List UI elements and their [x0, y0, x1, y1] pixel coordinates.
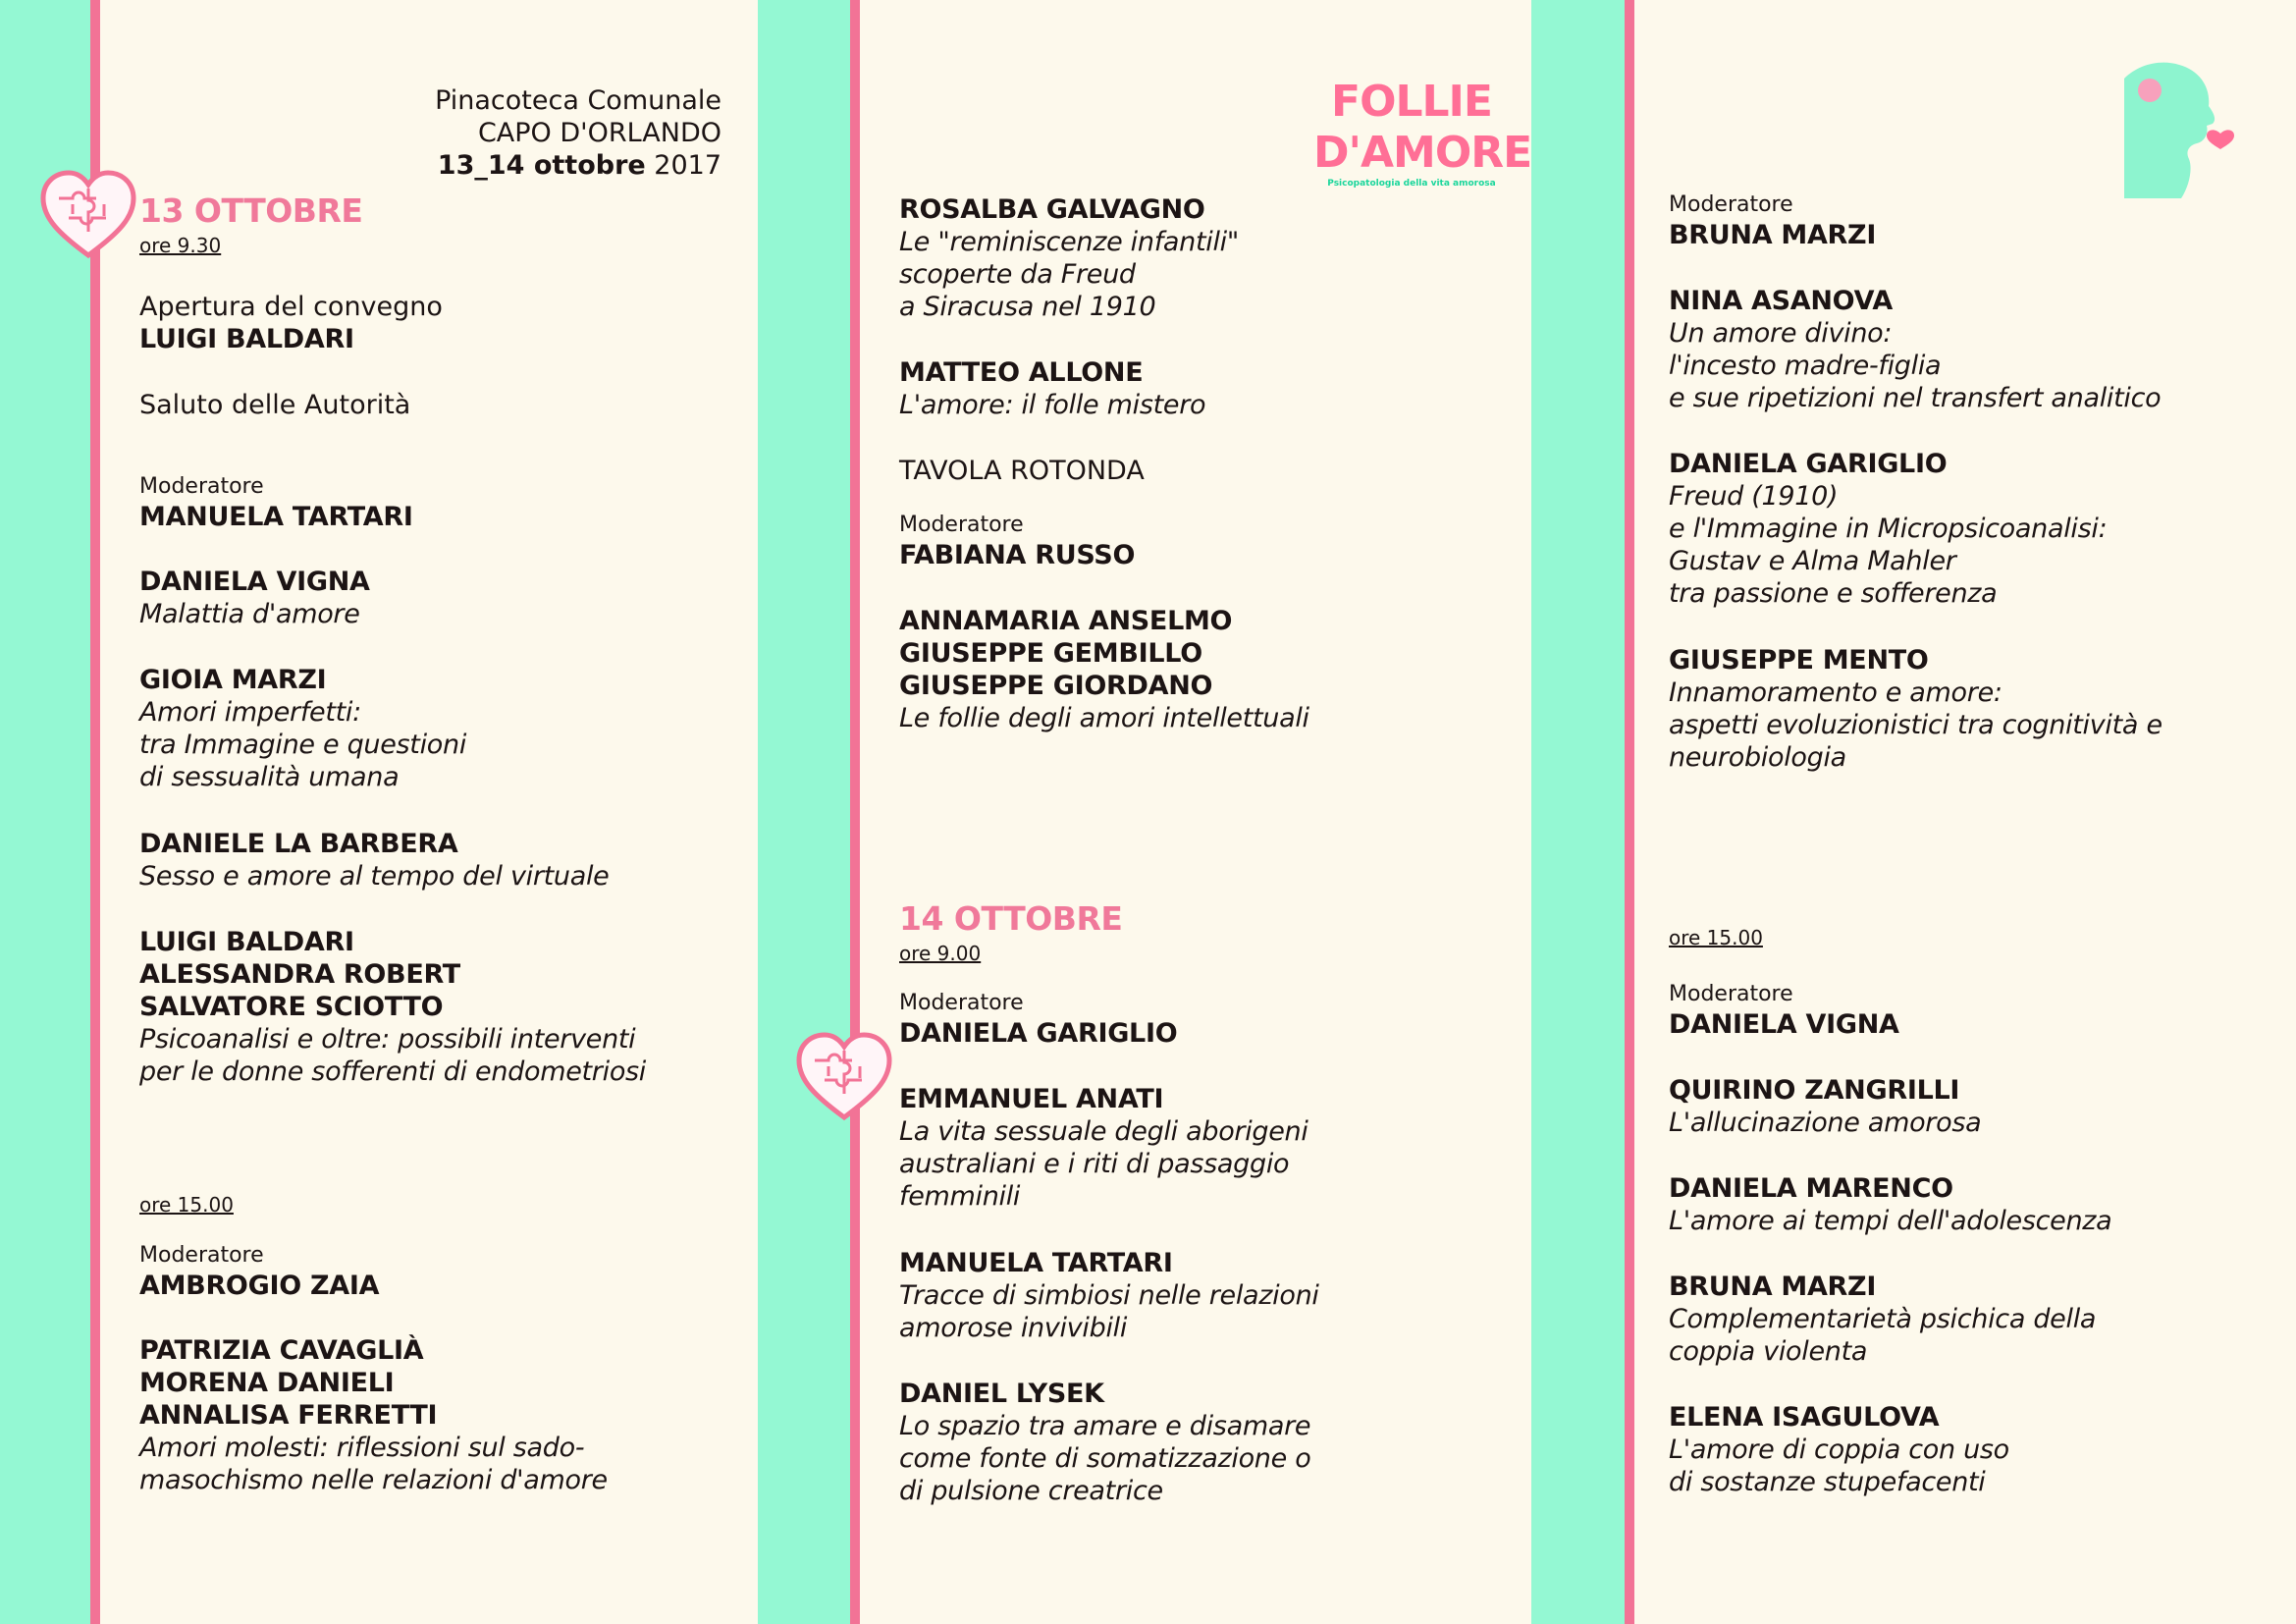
- heart-puzzle-icon: [39, 169, 137, 259]
- talk-block: [1669, 644, 2277, 774]
- talk-title: Innamoramento e amore:: [1669, 677, 2002, 708]
- moderator-label: Moderatore: [899, 513, 1024, 537]
- speaker-name: DANIEL LYSEK: [899, 1379, 1104, 1409]
- talk-block: [1669, 1401, 2277, 1498]
- moderator-label: Moderatore: [139, 1243, 264, 1268]
- talk-title: Gustav e Alma Mahler: [1669, 546, 1956, 576]
- moderator-label: Moderatore: [1669, 982, 1793, 1006]
- talk-title: amorose invivibili: [899, 1313, 1128, 1343]
- mint-band-center-right: [1531, 0, 1625, 1624]
- talk-title: scoperte da Freud: [899, 259, 1136, 290]
- logo-line2: D'AMORE: [1313, 128, 1532, 178]
- talk-block: [139, 1334, 748, 1496]
- talk-title: L'allucinazione amorosa: [1669, 1108, 1982, 1138]
- venue-city: CAPO D'ORLANDO: [477, 118, 721, 148]
- speaker-name: EMMANUEL ANATI: [899, 1084, 1164, 1114]
- talk-title: Le "reminiscenze infantili": [899, 227, 1239, 257]
- talk-title: aspetti evoluzionistici tra cognitività e: [1669, 710, 2163, 740]
- talk-title: per le donne sofferenti di endometriosi: [139, 1056, 647, 1087]
- moderator-block: [1669, 981, 2277, 1041]
- talk-title: Psicoanalisi e oltre: possibili interventi: [139, 1024, 636, 1055]
- speaker-name: MORENA DANIELI: [139, 1368, 395, 1398]
- moderator-block: [139, 473, 748, 533]
- moderator-block: [1669, 191, 2277, 251]
- talk-title: come fonte di somatizzazione o: [899, 1443, 1311, 1474]
- heart-puzzle-icon: [795, 1031, 893, 1121]
- speaker-name: LUIGI BALDARI: [139, 927, 354, 957]
- greeting-label: Saluto delle Autorità: [139, 390, 411, 420]
- talk-block: [1669, 1074, 2277, 1139]
- speaker-name: DANIELA VIGNA: [139, 567, 370, 597]
- speaker-name: ELENA ISAGULOVA: [1669, 1402, 1940, 1433]
- moderator-name: AMBROGIO ZAIA: [139, 1271, 380, 1301]
- column-day2: [1669, 0, 2277, 1624]
- moderator-name: MANUELA TARTARI: [139, 502, 413, 532]
- talk-title: e l'Immagine in Micropsicoanalisi:: [1669, 514, 2108, 544]
- talk-block: [899, 1083, 1508, 1213]
- moderator-name: BRUNA MARZI: [1669, 220, 1877, 250]
- opening-block: [139, 291, 748, 355]
- venue-year: 2017: [645, 150, 721, 181]
- talk-block: [899, 356, 1508, 421]
- talk-title: australiani e i riti di passaggio: [899, 1149, 1290, 1179]
- talk-block: [1669, 285, 2277, 414]
- talk-title: tra passione e sofferenza: [1669, 578, 1998, 609]
- speaker-name: QUIRINO ZANGRILLI: [1669, 1075, 1960, 1106]
- speaker-name: MANUELA TARTARI: [899, 1248, 1173, 1278]
- moderator-block: [139, 1242, 748, 1302]
- talk-title: Malattia d'amore: [139, 599, 360, 629]
- moderator-block: [899, 512, 1508, 571]
- logo-line1: FOLLIE: [1331, 77, 1492, 127]
- talk-block: [899, 1378, 1508, 1507]
- speaker-name: MATTEO ALLONE: [899, 357, 1144, 388]
- talk-title: a Siracusa nel 1910: [899, 292, 1156, 322]
- talk-title: L'amore ai tempi dell'adolescenza: [1669, 1206, 2112, 1236]
- round-table-label: TAVOLA ROTONDA: [899, 456, 1145, 486]
- pink-stripe-center-right: [1625, 0, 1634, 1624]
- talk-title: di pulsione creatrice: [899, 1476, 1163, 1506]
- speaker-name: BRUNA MARZI: [1669, 1272, 1877, 1302]
- session-time: ore 9.30: [139, 234, 222, 257]
- column-day1-afternoon-day2: [899, 0, 1532, 1624]
- day-heading: 13 OTTOBRE: [139, 191, 363, 230]
- mint-band-center-left: [758, 0, 850, 1624]
- moderator-label: Moderatore: [139, 474, 264, 499]
- talk-block: [139, 828, 748, 893]
- talk-title: Tracce di simbiosi nelle relazioni: [899, 1280, 1319, 1311]
- speaker-name: DANIELE LA BARBERA: [139, 829, 458, 859]
- talk-title: tra Immagine e questioni: [139, 730, 467, 760]
- speaker-name: GIUSEPPE GIORDANO: [899, 671, 1213, 701]
- talk-block: [899, 605, 1508, 734]
- talk-block: [1669, 1271, 2277, 1368]
- speaker-name: GIOIA MARZI: [139, 665, 327, 695]
- speaker-name: ROSALBA GALVAGNO: [899, 194, 1205, 225]
- pink-stripe-center-left: [850, 0, 860, 1624]
- talk-block: [139, 566, 748, 630]
- speaker-name: DANIELA GARIGLIO: [1669, 449, 1948, 479]
- talk-title: Amori imperfetti:: [139, 697, 361, 728]
- logo-subtitle: Psicopatologia della vita amorosa: [1327, 179, 1496, 189]
- speaker-name: NINA ASANOVA: [1669, 286, 1893, 316]
- session-time: ore 9.00: [899, 942, 982, 965]
- talk-title: femminili: [899, 1181, 1021, 1212]
- speaker-name: ANNALISA FERRETTI: [139, 1400, 438, 1431]
- speaker-name: GIUSEPPE MENTO: [1669, 645, 1929, 676]
- talk-title: Freud (1910): [1669, 481, 1839, 512]
- column-day1-morning: [139, 0, 748, 1624]
- speaker-name: PATRIZIA CAVAGLIÀ: [139, 1335, 424, 1366]
- talk-title: l'incesto madre-figlia: [1669, 351, 1942, 381]
- opening-label: Apertura del convegno: [139, 292, 443, 322]
- speaker-name: GIUSEPPE GEMBILLO: [899, 638, 1202, 669]
- talk-title: di sostanze stupefacenti: [1669, 1467, 1986, 1497]
- talk-block: [139, 664, 748, 793]
- talk-title: Complementarietà psichica della: [1669, 1304, 2097, 1334]
- moderator-label: Moderatore: [899, 991, 1024, 1015]
- talk-block: [1669, 448, 2277, 610]
- speaker-name: DANIELA MARENCO: [1669, 1173, 1953, 1204]
- talk-title: Lo spazio tra amare e disamare: [899, 1411, 1311, 1441]
- talk-title: coppia violenta: [1669, 1336, 1868, 1367]
- talk-title: masochismo nelle relazioni d'amore: [139, 1465, 608, 1495]
- venue-dates-bold: 13_14 ottobre: [437, 150, 646, 181]
- moderator-name: FABIANA RUSSO: [899, 540, 1136, 570]
- talk-block: [899, 1247, 1508, 1344]
- talk-title: L'amore di coppia con uso: [1669, 1435, 2009, 1465]
- speaker-name: SALVATORE SCIOTTO: [139, 992, 444, 1022]
- talk-title: e sue ripetizioni nel transfert analitico: [1669, 383, 2162, 413]
- speaker-name: LUIGI BALDARI: [139, 324, 354, 354]
- talk-title: Sesso e amore al tempo del virtuale: [139, 861, 610, 892]
- day-heading: 14 OTTOBRE: [899, 899, 1123, 938]
- venue-name: Pinacoteca Comunale: [435, 85, 721, 116]
- speaker-name: ALESSANDRA ROBERT: [139, 959, 460, 990]
- moderator-block: [899, 990, 1508, 1050]
- talk-title: La vita sessuale degli aborigeni: [899, 1116, 1308, 1147]
- speaker-name: ANNAMARIA ANSELMO: [899, 606, 1233, 636]
- moderator-label: Moderatore: [1669, 192, 1793, 217]
- talk-title: di sessualità umana: [139, 762, 400, 792]
- talk-title: neurobiologia: [1669, 742, 1846, 773]
- moderator-name: DANIELA VIGNA: [1669, 1009, 1899, 1040]
- talk-block: [899, 193, 1508, 323]
- moderator-name: DANIELA GARIGLIO: [899, 1018, 1178, 1049]
- talk-block: [139, 926, 748, 1088]
- talk-block: [1669, 1172, 2277, 1237]
- session-time: ore 15.00: [139, 1193, 234, 1217]
- talk-title: Un amore divino:: [1669, 318, 1893, 349]
- session-time: ore 15.00: [1669, 926, 1763, 949]
- talk-title: Amori molesti: riflessioni sul sado-: [139, 1433, 585, 1463]
- talk-title: L'amore: il folle mistero: [899, 390, 1206, 420]
- talk-title: Le follie degli amori intellettuali: [899, 703, 1309, 733]
